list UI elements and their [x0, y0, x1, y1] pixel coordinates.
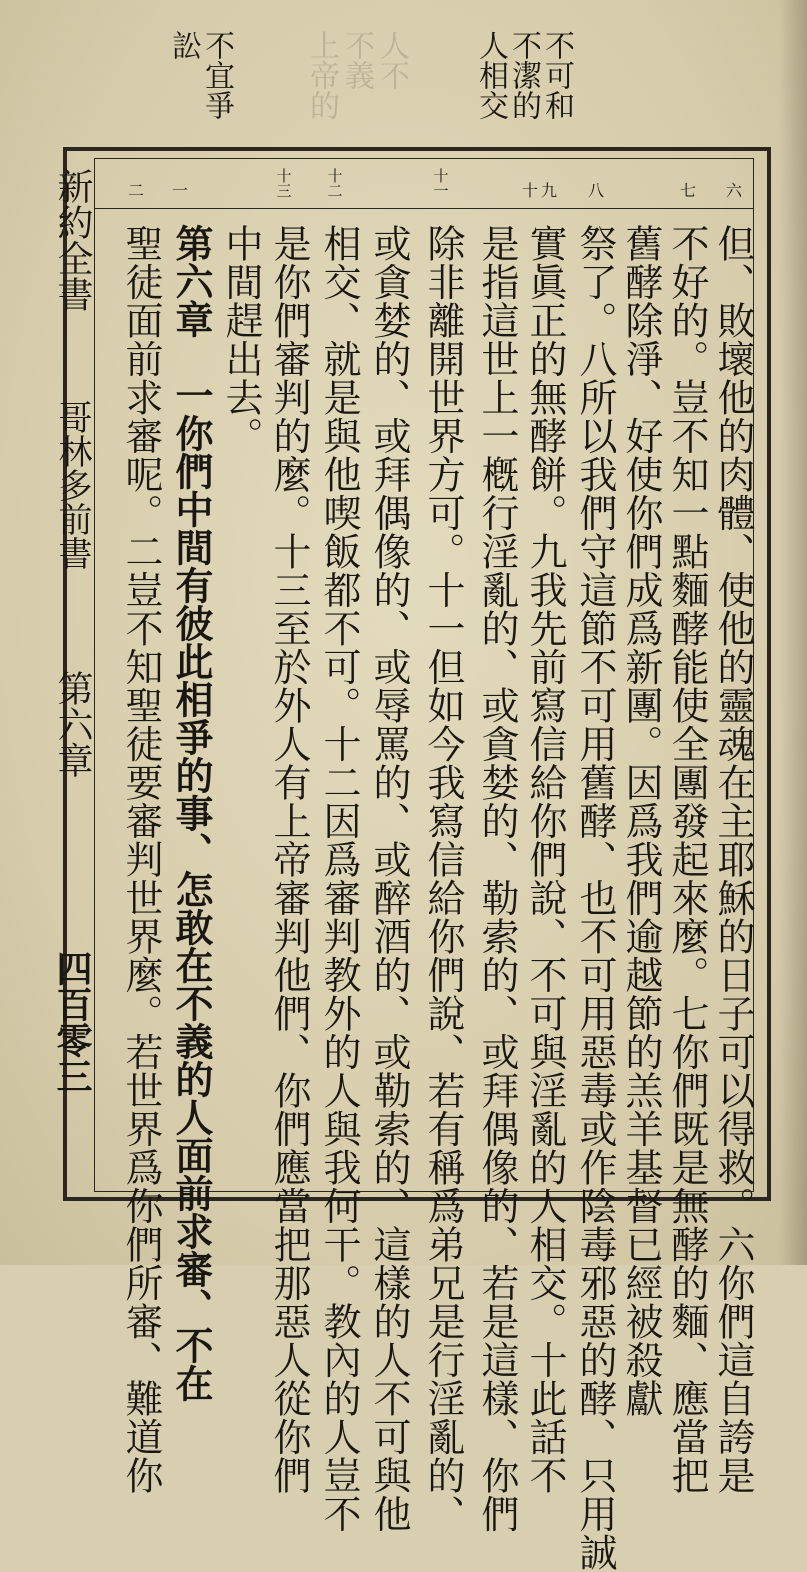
running-head-chapter: 第六章 — [52, 670, 93, 778]
page-number: 四百零三 — [51, 950, 93, 1094]
text-column: 祭了。八所以我們守這節不可用舊酵、也不可用惡毒或作陰毒邪惡的酵、只用誠 — [573, 224, 617, 1572]
text-column: 除非離開世界方可。十一但如今我寫信給你們說、若有稱爲弟兄是行淫亂的、 — [421, 224, 465, 1533]
text-column: 或貪婪的、或拜偶像的、或辱罵的、或醉酒的、或勒索的、這樣的人不可與他 — [367, 224, 411, 1533]
bleed-through-text: 人不 — [374, 30, 409, 90]
bleed-through-text: 上帝的 — [304, 30, 339, 120]
margin-note: 不潔的 — [506, 30, 541, 120]
text-column: 是你們審判的麼。十三至於外人有上帝審判他們、你們應當把那惡人從你們 — [267, 224, 311, 1495]
text-column: 相交、就是與他喫飯都不可。十二因爲審判教外的人與我何干。教內的人豈不 — [317, 224, 361, 1533]
margin-note: 不可和 — [539, 30, 574, 120]
text-column: 聖徒面前求審呢。二豈不知聖徒要審判世界麼。若世界爲你們所審、難道你 — [119, 224, 163, 1495]
verse-number: 六 — [725, 181, 743, 200]
text-column: 實眞正的無酵餅。九我先前寫信給你們說、不可與淫亂的人相交。十此話不 — [523, 224, 567, 1495]
running-head-epistle: 哥林多前書 — [52, 400, 92, 570]
verse-number: 一 — [171, 181, 189, 200]
margin-note: 訟 — [166, 30, 201, 60]
verse-number: 十二 — [325, 168, 344, 198]
verse-number: 二 — [127, 181, 145, 200]
verse-number: 九 — [540, 181, 558, 200]
verse-number: 十一 — [431, 168, 450, 198]
verse-number: 十 — [521, 181, 539, 200]
text-column: 中間趕出去。 — [219, 224, 263, 455]
text-column: 舊酵除淨、好使你們成爲新團。因爲我們逾越節的羔羊基督已經被殺獻 — [619, 224, 663, 1418]
running-head-book: 新約全書 — [52, 168, 93, 312]
verse-band-divider — [94, 208, 754, 209]
verse-number: 十三 — [274, 168, 293, 198]
verse-number: 七 — [679, 181, 697, 200]
text-column: 但、敗壞他的肉體、使他的靈魂在主耶穌的日子可以得救。六你們這自誇是 — [711, 224, 755, 1495]
verse-number: 八 — [587, 181, 605, 200]
bleed-through-text: 不義 — [339, 30, 374, 90]
margin-note: 人相交 — [473, 30, 508, 120]
binding-shadow — [779, 0, 807, 1265]
margin-note: 不宜爭 — [199, 30, 234, 120]
text-column: 是指這世上一槪行淫亂的、或貪婪的、勒索的、或拜偶像的、若是這樣、你們 — [475, 224, 519, 1533]
text-column: 不好的。豈不知一點麵酵能使全團發起來麼。七你們既是無酵的麵、應當把 — [665, 224, 709, 1495]
chapter-heading-column: 第六章 一你們中間有彼此相爭的事、怎敢在不義的人面前求審、不在 — [169, 224, 214, 1402]
